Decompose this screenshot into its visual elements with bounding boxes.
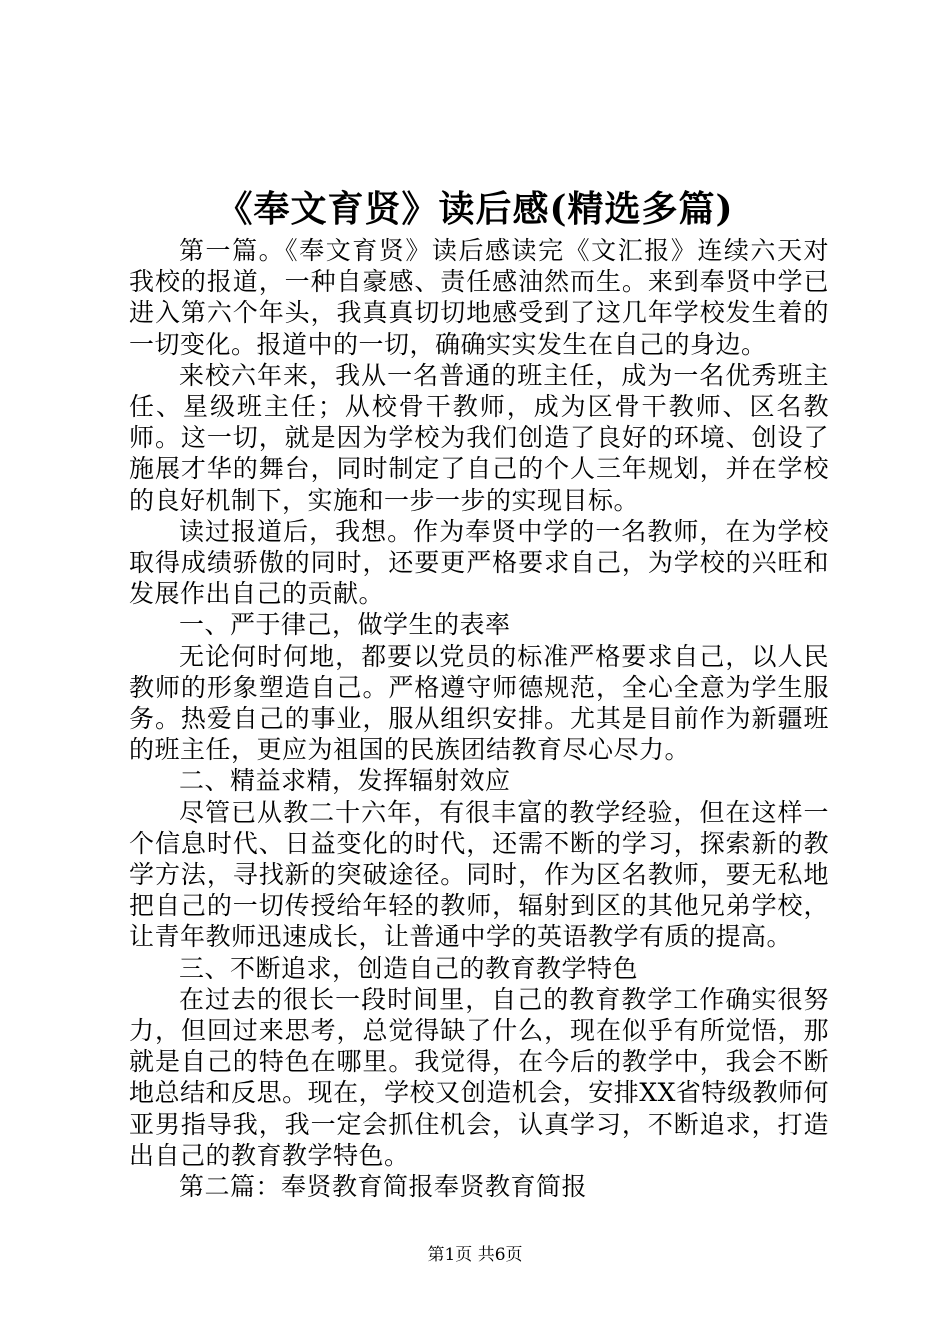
paragraph-intro: 第一篇。《奉文育贤》读后感读完《文汇报》连续六天对我校的报道，一种自豪感、责任感油然而生。来到奉贤中学已进入第六个年头，我真真切切地感受到了这几年学校发生着的一切变化。报道中的一切，确确实实发生在自己的身边。 [129, 236, 829, 359]
paragraph-growth: 来校六年来，我从一名普通的班主任，成为一名优秀班主任、星级班主任；从校骨干教师，成为区骨干教师、区名教师。这一切，就是因为学校为我们创造了良好的环境、创设了施展才华的舞台，同时制定了自己的个人三年规划，并在学校的良好机制下，实施和一步一步的实现目标。 [129, 360, 829, 515]
section-heading-3: 三、不断追求，创造自己的教育教学特色 [179, 953, 639, 983]
section-heading-2: 二、精益求精，发挥辐射效应 [179, 766, 511, 796]
paragraph-reflection: 读过报道后，我想。作为奉贤中学的一名教师，在为学校取得成绩骄傲的同时，还要更严格要求自己，为学校的兴旺和发展作出自己的贡献。 [129, 516, 829, 609]
paragraph-part-two: 第二篇：奉贤教育简报奉贤教育简报 [179, 1172, 588, 1202]
page-number: 第1页 共6页 [427, 1245, 523, 1265]
paragraph-section-2: 尽管已从教二十六年，有很丰富的教学经验，但在这样一个信息时代、日益变化的时代，还需不断的学习，探索新的教学方法，寻找新的突破途径。同时，作为区名教师，要无私地把自己的一切传授给年轻的教师，辐射到区的其他兄弟学校，让青年教师迅速成长，让普通中学的英语教学有质的提高。 [129, 797, 829, 952]
paragraph-section-1: 无论何时何地，都要以党员的标准严格要求自己，以人民教师的形象塑造自己。严格遵守师德规范，全心全意为学生服务。热爱自己的事业，服从组织安排。尤其是目前作为新疆班的班主任，更应为祖国的民族团结教育尽心尽力。 [129, 641, 829, 765]
document-body [129, 235, 829, 1202]
paragraph-section-3: 在过去的很长一段时间里，自己的教育教学工作确实很努力，但回过来思考，总觉得缺了什么，现在似乎有所觉悟，那就是自己的特色在哪里。我觉得，在今后的教学中，我会不断地总结和反思。现在，学校又创造机会，安排XX省特级教师何亚男指导我，我一定会抓住机会，认真学习，不断追求，打造出自己的教育教学特色。 [129, 984, 829, 1170]
section-heading-1: 一、严于律己，做学生的表率 [179, 610, 511, 640]
document-title: 《奉文育贤》读后感(精选多篇) [216, 188, 734, 230]
